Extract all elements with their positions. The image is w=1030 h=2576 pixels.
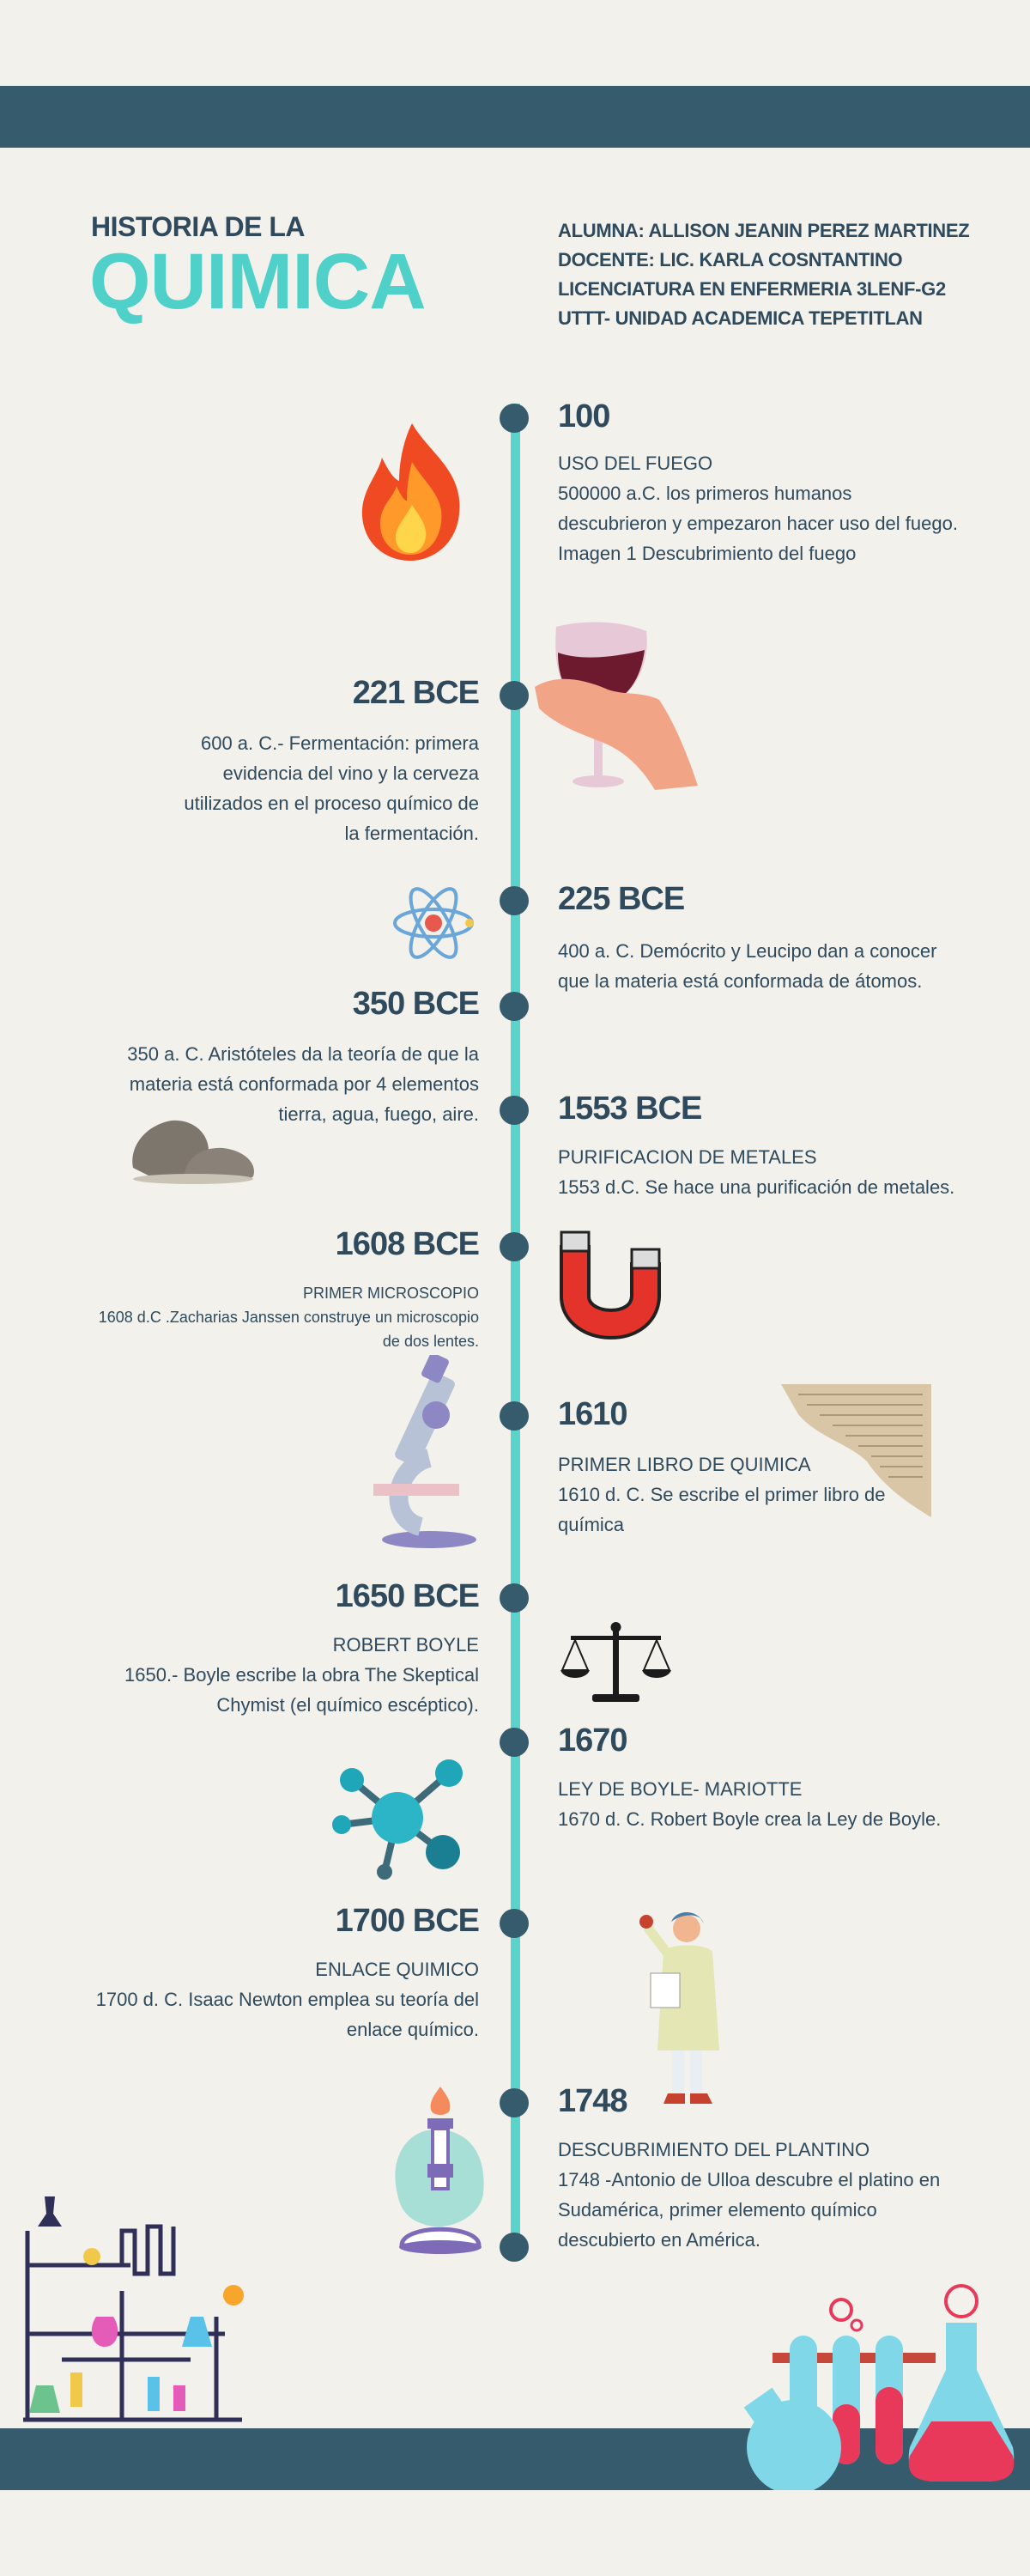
event-text — [558, 448, 1004, 568]
event-line: de dos lentes. — [382, 1333, 479, 1350]
event-heading: PURIFICACION DE METALES — [558, 1146, 817, 1168]
timeline-dot — [500, 681, 529, 710]
event-line: descubrieron y empezaron hacer uso del fuego. — [558, 513, 958, 534]
event-line: 350 a. C. Aristóteles da la teoría de que la — [127, 1043, 479, 1065]
event-year: 1670 — [558, 1722, 627, 1759]
credit-program: LICENCIATURA EN ENFERMERIA 3LENF-G2 — [558, 278, 946, 300]
timeline-dot — [500, 2233, 529, 2262]
top-band — [0, 86, 1030, 148]
event-year: 1553 BCE — [558, 1091, 702, 1127]
bunsen-burner-icon — [385, 2082, 496, 2263]
credit-school: UTTT- UNIDAD ACADEMICA TEPETITLAN — [558, 307, 923, 329]
event-text — [558, 1774, 1004, 1834]
event-text — [33, 728, 479, 848]
event-line: 1670 d. C. Robert Boyle crea la Ley de Boyle. — [558, 1808, 942, 1830]
credit-teacher: DOCENTE: LIC. KARLA COSNTANTINO — [558, 249, 903, 270]
event-line: 1608 d.C .Zacharias Janssen construye un microscopio — [98, 1309, 479, 1326]
timeline-dot — [500, 1401, 529, 1431]
rocks-icon — [124, 1103, 262, 1185]
event-heading: DESCUBRIMIENTO DEL PLANTINO — [558, 2139, 870, 2160]
event-heading: ENLACE QUIMICO — [315, 1959, 479, 1980]
event-year: 100 — [558, 398, 610, 434]
timeline-dot — [500, 886, 529, 915]
timeline-dot — [500, 992, 529, 1021]
event-text — [0, 1281, 479, 1353]
event-line: 600 a. C.- Fermentación: primera — [200, 732, 479, 754]
event-line: Imagen 1 Descubrimiento del fuego — [558, 543, 857, 564]
event-line: 1748 -Antonio de Ulloa descubre el platino en — [558, 2169, 941, 2190]
magnet-icon — [549, 1228, 670, 1357]
event-heading: USO DEL FUEGO — [558, 453, 713, 474]
event-heading: PRIMER MICROSCOPIO — [302, 1285, 479, 1302]
event-line: Sudamérica, primer elemento químico — [558, 2199, 877, 2221]
event-text — [558, 2135, 1004, 2255]
event-line: química — [558, 1514, 625, 1535]
timeline-dot — [500, 1728, 529, 1757]
event-line: 1700 d. C. Isaac Newton emplea su teoría del — [95, 1989, 479, 2010]
event-heading: ROBERT BOYLE — [332, 1634, 479, 1656]
timeline-dot — [500, 1232, 529, 1261]
timeline-dot — [500, 2088, 529, 2117]
microscope-icon — [360, 1355, 489, 1552]
scientist-icon — [633, 1905, 736, 2119]
wine-glass-icon — [530, 614, 702, 794]
event-line: 1650.- Boyle escribe la obra The Skeptical — [124, 1664, 479, 1686]
atom-icon — [391, 880, 476, 966]
event-year: 1748 — [558, 2083, 627, 2119]
credit-student: ALUMNA: ALLISON JEANIN PEREZ MARTINEZ — [558, 220, 970, 241]
event-heading: PRIMER LIBRO DE QUIMICA — [558, 1454, 811, 1475]
event-year: 221 BCE — [352, 675, 479, 711]
event-line: descubierto en América. — [558, 2229, 761, 2251]
event-line: utilizados en el proceso químico de — [184, 793, 479, 814]
timeline-dot — [500, 404, 529, 433]
event-line: 1610 d. C. Se escribe el primer libro de — [558, 1484, 886, 1505]
event-line: evidencia del vino y la cerveza — [222, 762, 479, 784]
event-line: materia está conformada por 4 elementos — [129, 1073, 479, 1095]
event-line: la fermentación. — [344, 823, 479, 844]
event-line: enlace químico. — [346, 2019, 479, 2040]
timeline-dot — [500, 1096, 529, 1125]
event-year: 1608 BCE — [335, 1226, 479, 1262]
molecule-icon — [324, 1756, 470, 1880]
event-text — [33, 1954, 479, 2044]
event-year: 1700 BCE — [335, 1903, 479, 1939]
event-line: 1553 d.C. Se hace una purificación de metales. — [558, 1176, 955, 1198]
test-tubes-icon — [721, 2275, 1030, 2490]
timeline-dot — [500, 1909, 529, 1938]
event-line: 500000 a.C. los primeros humanos — [558, 483, 852, 504]
event-heading: LEY DE BOYLE- MARIOTTE — [558, 1778, 803, 1800]
title-small: HISTORIA DE LA — [91, 211, 306, 242]
event-line: que la materia está conformada de átomos. — [558, 970, 923, 992]
event-text — [558, 936, 1004, 996]
lab-equipment-icon — [19, 2188, 251, 2428]
timeline-dot — [500, 1583, 529, 1613]
event-text — [33, 1630, 479, 1720]
event-year: 1650 BCE — [335, 1578, 479, 1614]
scale-icon — [558, 1619, 674, 1709]
event-year: 350 BCE — [352, 986, 479, 1022]
event-text — [558, 1142, 1004, 1202]
event-line: 400 a. C. Demócrito y Leucipo dan a conocer — [558, 940, 937, 962]
event-year: 1610 — [558, 1396, 627, 1432]
event-line: Chymist (el químico escéptico). — [216, 1694, 479, 1716]
fire-icon — [352, 419, 472, 565]
credits — [558, 216, 969, 333]
event-year: 225 BCE — [558, 881, 685, 917]
event-line: tierra, agua, fuego, aire. — [278, 1103, 479, 1125]
page-title: QUIMICA — [89, 238, 426, 325]
old-paper-icon — [781, 1384, 931, 1517]
